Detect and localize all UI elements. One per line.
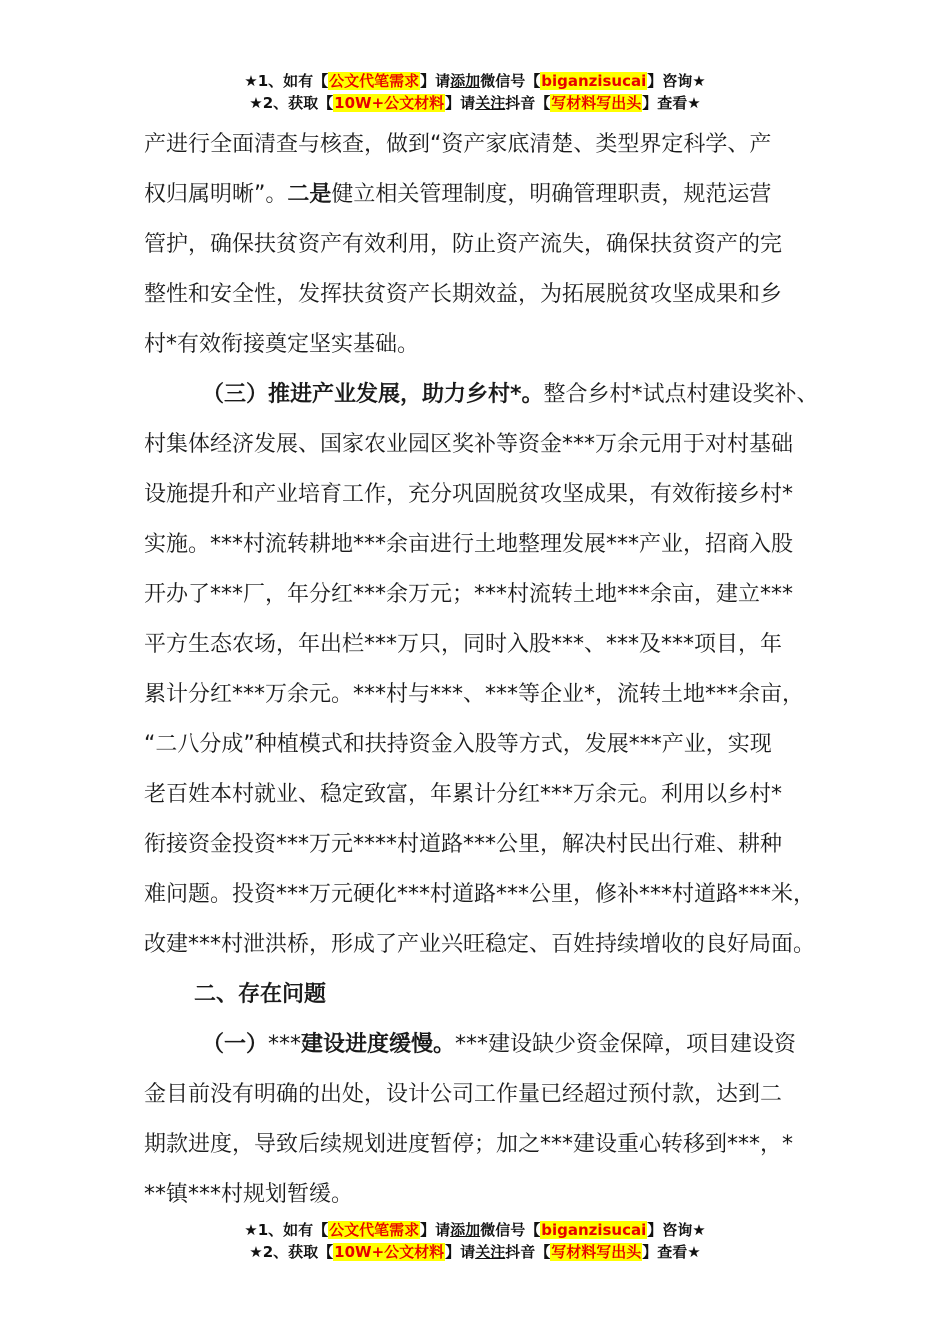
banner-highlight-service: 公文代笔需求 xyxy=(329,1221,420,1239)
banner-text: 抖音【 xyxy=(505,1243,551,1261)
text-line: 村集体经济发展、国家农业园区奖补等资金***万余元用于对村基础 xyxy=(144,432,794,457)
text-run: 健立相关管理制度，明确管理职责，规范运营 xyxy=(331,182,772,207)
text-line: 管护，确保扶贫资产有效利用，防止资产流失，确保扶贫资产的完 xyxy=(144,232,783,257)
banner-text: 2、获取【 xyxy=(262,1243,334,1261)
banner-underlined: 添加 xyxy=(450,1221,481,1239)
banner-underlined: 关注 xyxy=(475,94,506,112)
text-run: *** xyxy=(268,1032,302,1057)
banner-text: 】查看 xyxy=(642,94,688,112)
star-icon: ★ xyxy=(692,72,706,90)
banner-text: 微信号【 xyxy=(480,72,541,90)
banner-highlight-wechat: biganzisucai xyxy=(541,72,647,90)
banner-highlight-douyin: 写材料写出头 xyxy=(551,94,642,112)
bold-keyword: 二是 xyxy=(287,182,332,207)
text-line: 衔接资金投资***万元****村道路***公里，解决村民出行难、耕种 xyxy=(144,832,783,857)
text-line: 开办了***厂，年分红***余万元；***村流转土地***余亩，建立*** xyxy=(144,582,794,607)
section-heading-problems-wrap xyxy=(144,970,834,1020)
text-line: **镇***村规划暂缓。 xyxy=(144,1182,354,1207)
banner-highlight-douyin: 写材料写出头 xyxy=(551,1243,642,1261)
star-icon: ★ xyxy=(249,94,263,112)
subsection-number: （一） xyxy=(202,1032,269,1057)
text-line: 改建***村泄洪桥，形成了产业兴旺稳定、百姓持续增收的良好局面。 xyxy=(144,932,816,957)
text-run: 整合乡村*试点村建设奖补、 xyxy=(543,382,819,407)
text-run: 权归属明晰”。 xyxy=(144,182,288,207)
star-icon: ★ xyxy=(249,1243,263,1261)
document-body xyxy=(144,120,834,1220)
star-icon: ★ xyxy=(692,1221,706,1239)
banner-highlight-wechat: biganzisucai xyxy=(541,1221,647,1239)
banner-text: 】咨询 xyxy=(647,1221,693,1239)
text-line xyxy=(144,370,834,420)
banner-text: 1、如有【 xyxy=(257,72,329,90)
text-line: 产进行全面清查与核查，做到“资产家底清楚、类型界定科学、产 xyxy=(144,132,772,157)
paragraph-industry-development xyxy=(144,370,834,970)
banner-line-1 xyxy=(0,1219,950,1241)
banner-text: 抖音【 xyxy=(505,94,551,112)
text-line: “二八分成”种植模式和扶持资金入股等方式，发展***产业，实现 xyxy=(144,732,772,757)
banner-highlight-service: 公文代笔需求 xyxy=(329,72,420,90)
text-line: 平方生态农场，年出栏***万只，同时入股***、***及***项目，年 xyxy=(144,632,783,657)
star-icon: ★ xyxy=(244,72,258,90)
text-line: 老百姓本村就业、稳定致富，年累计分红***万余元。利用以乡村* xyxy=(144,782,783,807)
bottom-banner xyxy=(0,1219,950,1263)
text-line: 累计分红***万余元。***村与***、***等企业*，流转土地***余亩， xyxy=(144,682,805,707)
banner-highlight-materials: 10W+公文材料 xyxy=(334,1243,445,1261)
subsection-heading: （三）推进产业发展，助力乡村*。 xyxy=(202,382,544,407)
banner-line-2 xyxy=(0,92,950,114)
text-line: 整性和安全性，发挥扶贫资产长期效益，为拓展脱贫攻坚成果和乡 xyxy=(144,282,783,307)
star-icon: ★ xyxy=(687,1243,701,1261)
banner-text: 】查看 xyxy=(642,1243,688,1261)
text-line: 实施。***村流转耕地***余亩进行土地整理发展***产业，招商入股 xyxy=(144,532,794,557)
banner-text: 】咨询 xyxy=(647,72,693,90)
banner-text: 微信号【 xyxy=(480,1221,541,1239)
paragraph-asset-management xyxy=(144,120,834,370)
banner-text: 】请 xyxy=(445,94,476,112)
text-line: 金目前没有明确的出处，设计公司工作量已经超过预付款，达到二 xyxy=(144,1082,783,1107)
banner-line-1 xyxy=(0,70,950,92)
banner-text: 】请 xyxy=(420,1221,451,1239)
paragraph-slow-progress xyxy=(144,1020,834,1220)
banner-text: 2、获取【 xyxy=(262,94,334,112)
banner-highlight-materials: 10W+公文材料 xyxy=(334,94,445,112)
star-icon: ★ xyxy=(244,1221,258,1239)
banner-text: 】请 xyxy=(420,72,451,90)
text-line: 难问题。投资***万元硬化***村道路***公里，修补***村道路***米， xyxy=(144,882,816,907)
banner-line-2 xyxy=(0,1241,950,1263)
text-run: ***建设缺少资金保障，项目建设资 xyxy=(455,1032,797,1057)
banner-underlined: 关注 xyxy=(475,1243,506,1261)
section-heading: 二、存在问题 xyxy=(194,982,327,1007)
subsection-heading: 建设进度缓慢。 xyxy=(301,1032,456,1057)
banner-text: 】请 xyxy=(445,1243,476,1261)
top-banner xyxy=(0,70,950,114)
banner-text: 1、如有【 xyxy=(257,1221,329,1239)
star-icon: ★ xyxy=(687,94,701,112)
text-line: 设施提升和产业培育工作，充分巩固脱贫攻坚成果，有效衔接乡村* xyxy=(144,482,794,507)
text-line: 期款进度，导致后续规划进度暂停；加之***建设重心转移到***，* xyxy=(144,1132,794,1157)
text-line: 村*有效衔接奠定坚实基础。 xyxy=(144,332,420,357)
text-line xyxy=(144,170,834,220)
text-line xyxy=(144,1020,834,1070)
banner-underlined: 添加 xyxy=(450,72,481,90)
